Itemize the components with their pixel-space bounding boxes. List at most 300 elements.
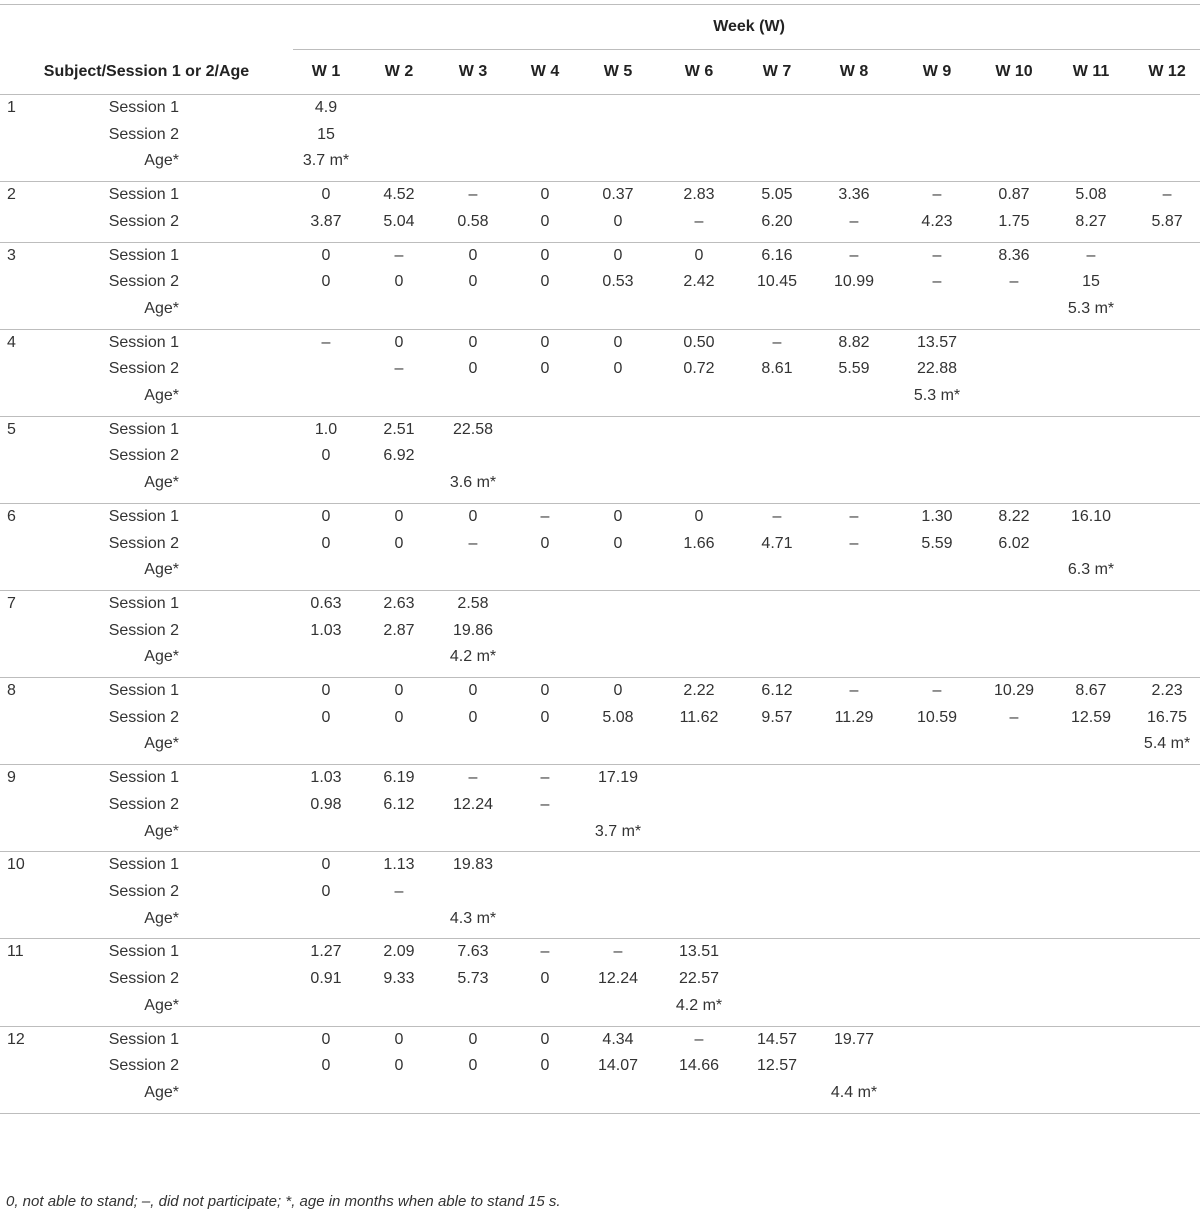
table-cell — [439, 731, 507, 758]
table-cell: 0.37 — [583, 182, 653, 209]
table-cell — [809, 618, 899, 645]
table-cell — [975, 966, 1053, 993]
table-cell — [1129, 993, 1200, 1020]
table-cell — [745, 993, 809, 1020]
table-cell — [809, 590, 899, 617]
table-row — [0, 1053, 1200, 1080]
table-cell — [1053, 731, 1129, 758]
table-row — [0, 95, 1200, 122]
table-cell: 0 — [293, 852, 359, 879]
table-cell: 0 — [468, 1057, 478, 1075]
subject-id — [0, 618, 40, 645]
subject-id: 10 — [0, 852, 40, 879]
table-cell — [809, 443, 899, 470]
table-row — [0, 906, 1200, 933]
row-label: Age* — [144, 648, 179, 666]
table-cell — [507, 443, 583, 470]
table-cell — [1129, 383, 1200, 410]
table-row — [0, 819, 1200, 846]
table-cell — [359, 906, 439, 933]
table-cell — [653, 122, 745, 149]
table-cell: 0 — [540, 1057, 550, 1075]
table-cell — [1053, 148, 1129, 175]
table-cell — [899, 731, 975, 758]
table-cell: 0.91 — [310, 970, 342, 988]
table-cell: 17.19 — [583, 765, 653, 792]
table-cell: 0 — [583, 242, 653, 269]
week-group-header: Week (W) — [293, 5, 1200, 50]
table-cell — [745, 148, 809, 175]
table-cell — [293, 993, 359, 1020]
table-cell: 0 — [507, 1026, 583, 1053]
table-cell: 5.05 — [745, 182, 809, 209]
table-cell: 2.58 — [439, 590, 507, 617]
subject-id — [0, 443, 40, 470]
row-label: Session 1 — [40, 242, 293, 269]
table-cell — [975, 792, 1053, 819]
table-cell — [809, 765, 899, 792]
table-row — [0, 993, 1200, 1020]
table-cell — [1129, 644, 1200, 671]
table-cell: – — [899, 242, 975, 269]
table-row — [0, 879, 1200, 906]
table-cell — [899, 966, 975, 993]
table-cell: – — [1009, 273, 1019, 291]
table-cell: 1.03 — [293, 765, 359, 792]
table-cell: 6.20 — [761, 212, 793, 230]
table-row — [0, 792, 1200, 819]
table-cell: 12.24 — [452, 795, 494, 813]
table-cell — [583, 95, 653, 122]
table-cell: 6.12 — [383, 795, 415, 813]
table-cell — [745, 470, 809, 497]
table-cell: 0 — [540, 970, 550, 988]
table-cell: 4.9 — [293, 95, 359, 122]
table-cell — [809, 296, 899, 323]
row-label: Age* — [144, 299, 179, 317]
table-cell — [1053, 95, 1129, 122]
table-cell — [1129, 95, 1200, 122]
table-cell — [745, 296, 809, 323]
row-label: Session 1 — [40, 329, 293, 356]
table-cell: – — [468, 534, 478, 552]
subject-id: 6 — [0, 503, 40, 530]
subject-id — [0, 993, 40, 1020]
table-cell: 4.4 m* — [830, 1083, 878, 1101]
table-cell — [1053, 470, 1129, 497]
table-cell — [745, 443, 809, 470]
subject-id: 3 — [0, 242, 40, 269]
table-cell: – — [694, 212, 704, 230]
table-cell — [975, 470, 1053, 497]
table-cell: 4.71 — [761, 534, 793, 552]
table-cell — [1053, 644, 1129, 671]
subject-id — [0, 531, 40, 558]
table-cell — [1129, 329, 1200, 356]
subject-id — [0, 966, 40, 993]
subject-id — [0, 1053, 40, 1080]
table-cell — [1129, 531, 1200, 558]
table-cell — [899, 852, 975, 879]
table-cell — [653, 296, 745, 323]
table-cell — [899, 906, 975, 933]
table-cell: – — [809, 242, 899, 269]
table-cell — [293, 470, 359, 497]
row-label: Session 1 — [40, 939, 293, 966]
table-cell — [899, 618, 975, 645]
table-cell — [1129, 242, 1200, 269]
table-cell — [899, 1053, 975, 1080]
table-cell — [809, 966, 899, 993]
table-cell: 2.42 — [683, 273, 715, 291]
table-cell: 0 — [321, 447, 331, 465]
table-cell — [1053, 939, 1129, 966]
table-header — [0, 5, 1200, 95]
table-cell: 0 — [293, 678, 359, 705]
table-cell — [899, 443, 975, 470]
subject-id: 1 — [0, 95, 40, 122]
table-cell: 2.63 — [359, 590, 439, 617]
table-cell — [1053, 618, 1129, 645]
table-row — [0, 590, 1200, 617]
table-cell: – — [439, 182, 507, 209]
table-cell — [975, 1080, 1053, 1107]
table-cell: 0 — [439, 503, 507, 530]
table-cell: 0.63 — [293, 590, 359, 617]
table-row — [0, 644, 1200, 671]
table-cell — [975, 731, 1053, 758]
table-cell: 0 — [394, 534, 404, 552]
table-cell — [899, 296, 975, 323]
table-cell: 0 — [613, 534, 623, 552]
table-cell — [359, 383, 439, 410]
table-cell — [583, 296, 653, 323]
table-cell — [809, 879, 899, 906]
table-cell — [1053, 1053, 1129, 1080]
row-label: Session 2 — [108, 708, 179, 726]
table-row — [0, 557, 1200, 584]
week-column-header: W 6 — [684, 63, 714, 80]
table-cell — [809, 95, 899, 122]
row-label: Age* — [144, 1083, 179, 1101]
table-cell — [1053, 879, 1129, 906]
table-cell: 0 — [293, 242, 359, 269]
table-cell — [583, 383, 653, 410]
table-cell: 0 — [468, 708, 478, 726]
row-label: Session 1 — [40, 1026, 293, 1053]
table-cell: 0 — [394, 708, 404, 726]
subject-id — [0, 705, 40, 732]
table-cell — [745, 1080, 809, 1107]
table-cell — [1053, 356, 1129, 383]
table-cell: 0 — [293, 182, 359, 209]
table-cell: 19.86 — [452, 621, 494, 639]
table-cell — [899, 1080, 975, 1107]
table-cell: 7.63 — [439, 939, 507, 966]
row-label: Age* — [144, 474, 179, 492]
table-cell — [899, 939, 975, 966]
table-cell: 0 — [293, 1026, 359, 1053]
table-cell — [359, 296, 439, 323]
subject-id: 5 — [0, 416, 40, 443]
table-cell — [293, 906, 359, 933]
table-cell — [975, 906, 1053, 933]
table-cell: 5.08 — [1053, 182, 1129, 209]
table-cell: 6.19 — [359, 765, 439, 792]
table-cell: 5.59 — [921, 534, 953, 552]
table-cell: 0.98 — [310, 795, 342, 813]
table-cell: 1.30 — [899, 503, 975, 530]
table-cell — [1129, 296, 1200, 323]
table-cell: 4.23 — [921, 212, 953, 230]
table-cell: 0 — [583, 329, 653, 356]
table-cell: 0 — [507, 182, 583, 209]
table-cell: 0 — [507, 678, 583, 705]
table-cell — [1053, 383, 1129, 410]
table-cell: 12.57 — [756, 1057, 798, 1075]
table-cell: 3.7 m* — [594, 822, 642, 840]
table-cell — [1053, 993, 1129, 1020]
table-cell — [507, 731, 583, 758]
table-cell — [507, 470, 583, 497]
table-cell — [745, 644, 809, 671]
table-cell: 0 — [653, 242, 745, 269]
table-cell: 0 — [653, 503, 745, 530]
table-cell: 0.50 — [653, 329, 745, 356]
table-cell: 15 — [317, 125, 335, 143]
table-cell — [359, 122, 439, 149]
table-cell — [899, 765, 975, 792]
table-cell — [1129, 503, 1200, 530]
table-cell — [975, 557, 1053, 584]
week-column-header: W 12 — [1148, 63, 1186, 80]
table-cell: 0 — [468, 360, 478, 378]
row-label: Session 1 — [40, 416, 293, 443]
table-cell: 5.08 — [602, 708, 634, 726]
table-cell — [439, 993, 507, 1020]
week-column-header: W 5 — [603, 63, 633, 80]
table-cell — [507, 879, 583, 906]
table-cell — [507, 618, 583, 645]
table-cell — [1053, 792, 1129, 819]
table-cell: 6.3 m* — [1067, 561, 1115, 579]
table-cell: 4.52 — [359, 182, 439, 209]
table-cell: 6.92 — [383, 447, 415, 465]
table-cell — [583, 644, 653, 671]
table-cell — [975, 383, 1053, 410]
table-cell: 6.16 — [745, 242, 809, 269]
table-cell: 5.3 m* — [913, 387, 961, 405]
table-cell: – — [899, 678, 975, 705]
table-row — [0, 122, 1200, 149]
table-cell: 0 — [540, 708, 550, 726]
table-cell: – — [809, 678, 899, 705]
subject-id — [0, 296, 40, 323]
row-label: Session 1 — [40, 765, 293, 792]
table-cell — [439, 443, 507, 470]
week-column-header: W 10 — [995, 63, 1033, 80]
table-cell — [439, 1080, 507, 1107]
table-cell — [653, 95, 745, 122]
table-cell: 1.0 — [293, 416, 359, 443]
table-cell — [745, 590, 809, 617]
table-cell — [359, 731, 439, 758]
subject-id: 12 — [0, 1026, 40, 1053]
table-cell: 19.77 — [809, 1026, 899, 1053]
table-cell — [745, 122, 809, 149]
subject-id — [0, 644, 40, 671]
table-cell: 8.61 — [761, 360, 793, 378]
table-cell — [1053, 966, 1129, 993]
table-cell — [745, 618, 809, 645]
table-cell — [975, 993, 1053, 1020]
table-row — [0, 852, 1200, 879]
table-cell — [359, 95, 439, 122]
table-cell: 8.82 — [809, 329, 899, 356]
table-cell — [975, 443, 1053, 470]
row-label: Session 2 — [108, 534, 179, 552]
table-cell — [1053, 852, 1129, 879]
table-row — [0, 356, 1200, 383]
table-cell — [507, 296, 583, 323]
table-cell — [653, 383, 745, 410]
table-cell: 8.27 — [1075, 212, 1107, 230]
row-label: Session 1 — [40, 678, 293, 705]
table-cell — [583, 906, 653, 933]
week-column-header: W 8 — [839, 63, 869, 80]
subject-id — [0, 209, 40, 236]
table-cell — [809, 383, 899, 410]
subject-id — [0, 792, 40, 819]
table-row — [0, 443, 1200, 470]
table-cell — [809, 122, 899, 149]
table-cell — [1129, 765, 1200, 792]
table-cell — [1129, 966, 1200, 993]
table-cell — [1053, 1026, 1129, 1053]
table-cell — [583, 416, 653, 443]
table-cell — [899, 792, 975, 819]
row-label: Age* — [144, 909, 179, 927]
table-cell: 5.04 — [383, 212, 415, 230]
table-cell: 10.29 — [975, 678, 1053, 705]
table-cell: – — [1009, 708, 1019, 726]
table-cell — [975, 765, 1053, 792]
table-cell — [899, 879, 975, 906]
table-cell: 11.29 — [834, 708, 874, 726]
row-label: Session 1 — [40, 590, 293, 617]
table-cell — [293, 1080, 359, 1107]
table-cell — [745, 852, 809, 879]
week-column-header: W 4 — [530, 63, 560, 80]
table-cell: – — [849, 212, 859, 230]
table-cell: 16.10 — [1053, 503, 1129, 530]
table-cell — [293, 383, 359, 410]
table-cell: 0 — [359, 503, 439, 530]
table-cell — [1129, 879, 1200, 906]
subject-id — [0, 470, 40, 497]
week-column-header: W 3 — [458, 63, 488, 80]
table-cell — [809, 557, 899, 584]
table-cell — [745, 819, 809, 846]
table-cell — [507, 906, 583, 933]
table-cell: 1.75 — [998, 212, 1030, 230]
table-row — [0, 209, 1200, 236]
table-cell — [975, 416, 1053, 443]
table-cell — [745, 939, 809, 966]
table-cell: 2.83 — [653, 182, 745, 209]
table-cell: 5.3 m* — [1067, 299, 1115, 317]
table-cell — [583, 731, 653, 758]
table-cell: 0 — [540, 360, 550, 378]
table-row — [0, 1080, 1200, 1107]
table-cell: – — [540, 795, 550, 813]
subject-id: 7 — [0, 590, 40, 617]
table-cell: 4.2 m* — [675, 996, 723, 1014]
table-cell — [809, 852, 899, 879]
table-cell — [899, 95, 975, 122]
table-cell — [1129, 618, 1200, 645]
table-cell — [583, 557, 653, 584]
week-column-header: W 7 — [762, 63, 792, 80]
table-cell — [1053, 122, 1129, 149]
row-label: Session 1 — [40, 95, 293, 122]
table-cell: 2.87 — [383, 621, 415, 639]
table-cell — [583, 879, 653, 906]
table-row — [0, 383, 1200, 410]
table-cell — [809, 939, 899, 966]
table-cell: – — [507, 939, 583, 966]
table-cell — [653, 148, 745, 175]
table-cell: 8.36 — [975, 242, 1053, 269]
table-cell: 3.87 — [310, 212, 342, 230]
subject-id — [0, 383, 40, 410]
table-row — [0, 296, 1200, 323]
table-cell — [293, 356, 359, 383]
table-cell — [507, 383, 583, 410]
table-cell — [899, 416, 975, 443]
table-row — [0, 1026, 1200, 1053]
table-cell — [975, 644, 1053, 671]
table-cell: 0 — [583, 503, 653, 530]
table-cell: 0 — [394, 273, 404, 291]
table-cell: 0 — [293, 503, 359, 530]
table-cell — [975, 148, 1053, 175]
table-cell: 0 — [439, 329, 507, 356]
row-label: Age* — [144, 822, 179, 840]
table-cell: 0.87 — [975, 182, 1053, 209]
week-column-header: W 2 — [384, 63, 414, 80]
table-cell — [507, 590, 583, 617]
subject-id: 8 — [0, 678, 40, 705]
table-cell — [439, 296, 507, 323]
table-cell — [359, 557, 439, 584]
table-cell — [809, 470, 899, 497]
table-cell: 0 — [321, 1057, 331, 1075]
table-cell: 10.59 — [916, 708, 958, 726]
subject-id — [0, 906, 40, 933]
row-label: Session 2 — [108, 1057, 179, 1075]
table-cell — [809, 148, 899, 175]
table-cell — [1129, 356, 1200, 383]
table-cell: 3.7 m* — [302, 152, 350, 170]
table-cell: 1.03 — [310, 621, 342, 639]
table-cell — [899, 1026, 975, 1053]
table-cell: 8.67 — [1053, 678, 1129, 705]
table-cell — [1053, 329, 1129, 356]
table-cell — [809, 993, 899, 1020]
table-cell: 0.58 — [457, 212, 489, 230]
subject-id — [0, 269, 40, 296]
